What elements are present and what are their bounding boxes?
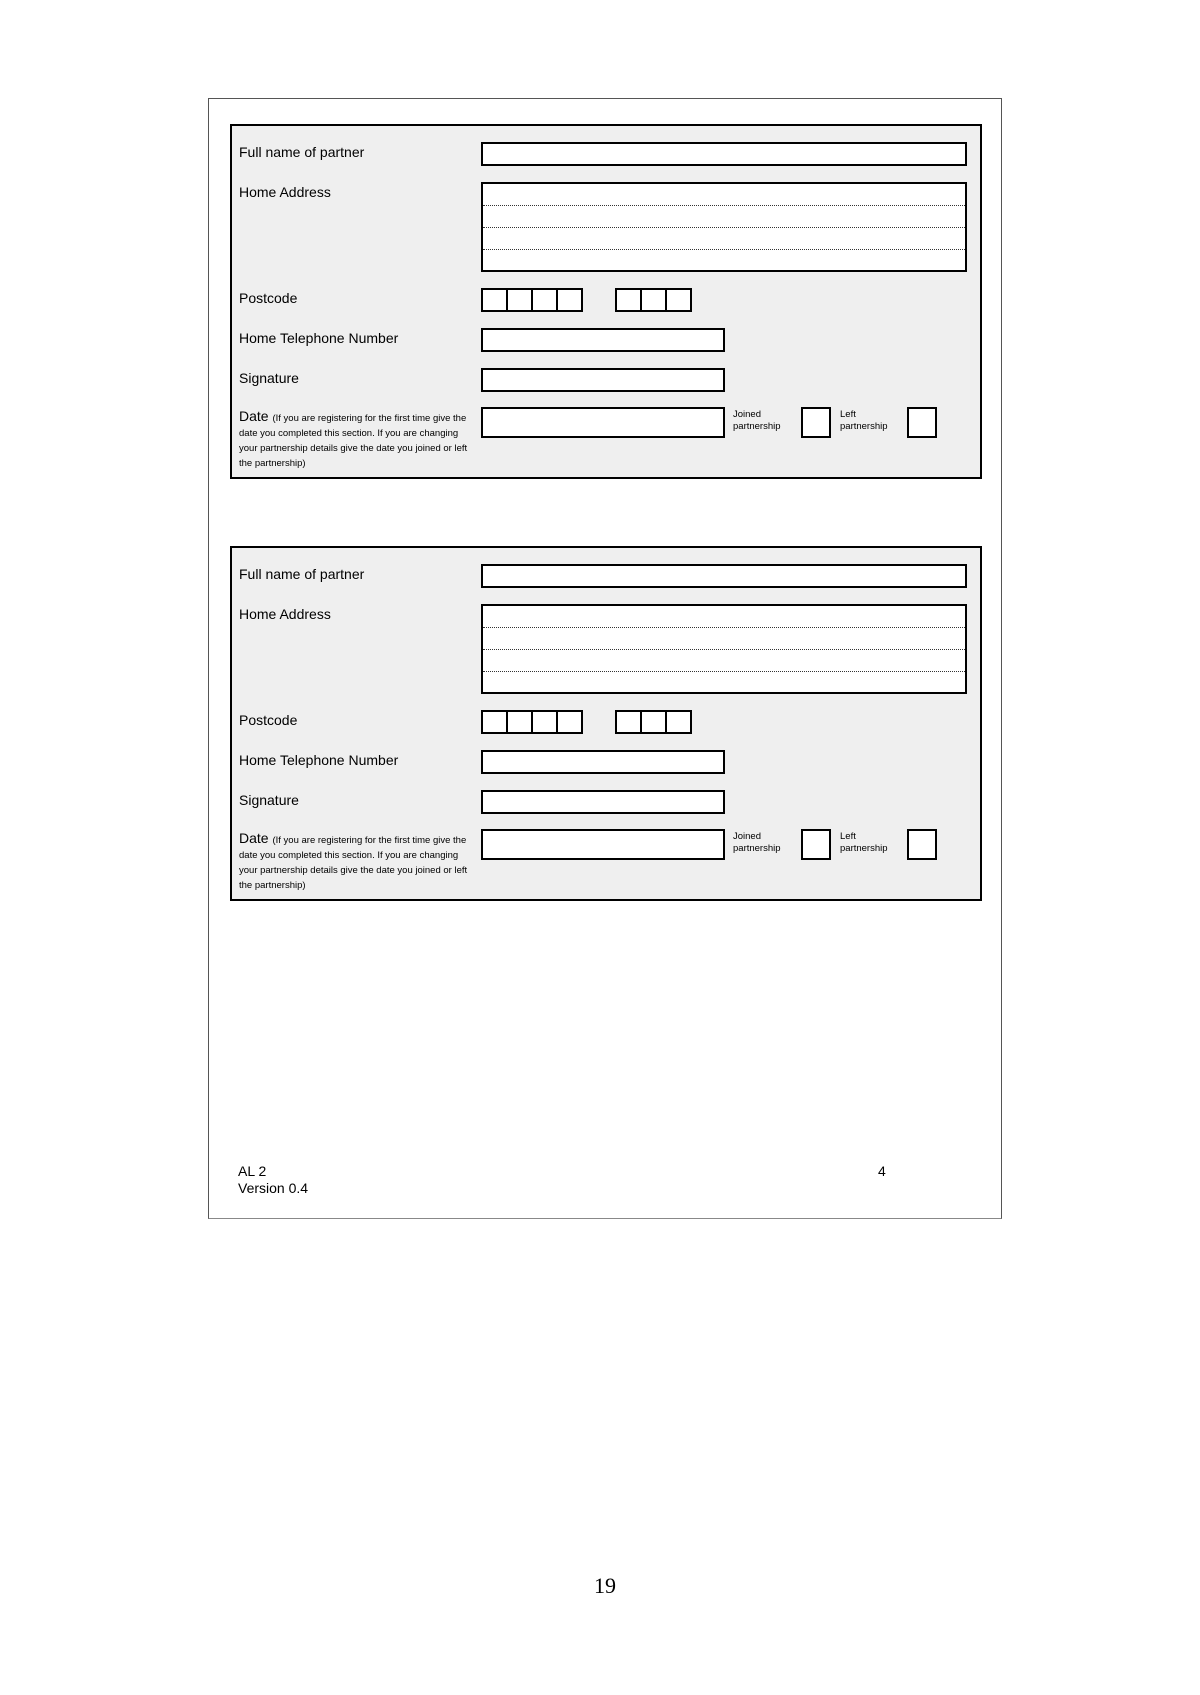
postcode-inward-field[interactable] <box>615 710 690 734</box>
date-label-block <box>239 832 479 892</box>
form-version: Version 0.4 <box>238 1180 309 1196</box>
postcode-outward-field[interactable] <box>481 710 581 734</box>
full-name-field[interactable] <box>481 142 967 166</box>
postcode-outward-field[interactable] <box>481 288 581 312</box>
joined-partnership-label: Joined partnership <box>733 409 781 432</box>
telephone-field[interactable] <box>481 750 725 774</box>
joined-partnership-checkbox[interactable] <box>801 407 831 438</box>
telephone-label: Home Telephone Number <box>239 752 399 768</box>
signature-field[interactable] <box>481 368 725 392</box>
document-page-number: 19 <box>594 1573 616 1598</box>
form-page-number: 4 <box>878 1163 886 1179</box>
left-partnership-label: Left partnership <box>840 409 888 432</box>
form-code: AL 2 <box>238 1163 267 1179</box>
signature-label: Signature <box>239 370 299 386</box>
home-address-label: Home Address <box>239 606 331 622</box>
left-partnership-label: Left partnership <box>840 831 888 854</box>
date-note: (If you are registering for the first time give the date you completed this section. If you are changing your partnership details give the date you joined or left the partnership) <box>239 413 468 469</box>
full-name-label: Full name of partner <box>239 566 365 582</box>
joined-partnership-label: Joined partnership <box>733 831 781 854</box>
partner-section-1 <box>230 124 982 479</box>
date-label: Date <box>239 830 269 846</box>
date-field[interactable] <box>481 829 725 860</box>
full-name-field[interactable] <box>481 564 967 588</box>
telephone-label: Home Telephone Number <box>239 330 399 346</box>
date-note: (If you are registering for the first time give the date you completed this section. If you are changing your partnership details give the date you joined or left the partnership) <box>239 835 468 891</box>
postcode-label: Postcode <box>239 712 298 728</box>
date-field[interactable] <box>481 407 725 438</box>
telephone-field[interactable] <box>481 328 725 352</box>
joined-partnership-checkbox[interactable] <box>801 829 831 860</box>
postcode-label: Postcode <box>239 290 298 306</box>
left-partnership-checkbox[interactable] <box>907 829 937 860</box>
full-name-label: Full name of partner <box>239 144 365 160</box>
form-footer <box>238 1163 308 1197</box>
left-partnership-checkbox[interactable] <box>907 407 937 438</box>
date-label-block <box>239 410 479 470</box>
home-address-field[interactable] <box>481 604 967 694</box>
home-address-label: Home Address <box>239 184 331 200</box>
signature-label: Signature <box>239 792 299 808</box>
partner-section-2 <box>230 546 982 901</box>
postcode-inward-field[interactable] <box>615 288 690 312</box>
signature-field[interactable] <box>481 790 725 814</box>
date-label: Date <box>239 408 269 424</box>
home-address-field[interactable] <box>481 182 967 272</box>
